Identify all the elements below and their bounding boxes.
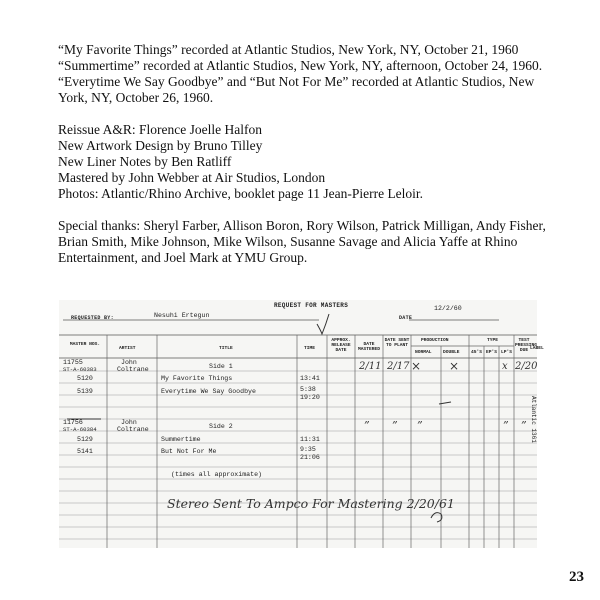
side-total-time: 21:06 [300,454,320,461]
col-eps: EP'S [486,350,498,355]
recording-info [58,42,558,106]
production-line: New Artwork Design by Bruno Tilley [58,138,263,153]
side-label: Side 2 [209,423,233,430]
col-double: DOUBLE [443,350,460,355]
production-line: New Liner Notes by Ben Ratliff [58,154,232,169]
requested-by-label: REQUESTED BY: [71,315,114,321]
ditto-mark: ” [392,419,398,432]
form-title: REQUEST FOR MASTERS [274,302,349,309]
handwritten-test-due: 2/20 [515,361,538,372]
production-line: Mastered by John Webber at Air Studios, London [58,170,326,185]
col-artist: ARTIST [119,346,136,351]
col-master-nos: MASTER NOS. [69,342,101,347]
ditto-mark: ” [503,419,509,432]
col-date-mastered: DATE MASTERED [357,342,381,352]
col-production: PRODUCTION [421,338,449,343]
side-label-note: Atlantic 1361 [530,396,537,443]
track-time: 9:35 [300,446,316,453]
production-credits [58,122,558,202]
col-45s: 45'S [471,350,483,355]
production-line: Reissue A&R: Florence Joelle Halfon [58,122,262,137]
recording-line: “My Favorite Things” recorded at Atlantic Studios, New York, NY, October 21, 1960 [58,42,519,57]
ditto-mark: ” [417,419,423,432]
artist-last: Coltrane [117,366,149,373]
col-lps: LP'S [501,350,513,355]
col-time: TIME [304,346,316,351]
date-label: DATE [399,315,413,321]
master-number: 5139 [77,388,93,395]
handwritten-date-mastered: 2/11 [359,361,382,372]
col-approx-release: APPROX. RELEASE DATE [331,338,351,353]
master-number: 5141 [77,448,93,455]
side-label: Side 1 [209,363,233,370]
master-sub-number: ST-A-60384 [63,426,97,433]
lp-x-mark: x [502,361,508,372]
col-date-sent: DATE SENT TO PLANT [384,338,410,348]
production-line: Photos: Atlantic/Rhino Archive, booklet page 11 Jean-Pierre Leloir. [58,186,424,201]
track-title: But Not For Me [161,448,217,455]
master-number: 11756 [63,419,83,426]
track-title: Summertime [161,436,201,443]
side-total-time: 19:20 [300,394,320,401]
handwritten-date-sent: 2/17 [387,361,410,372]
ditto-mark: ” [364,419,370,432]
track-time: 11:31 [300,436,320,443]
track-title: Everytime We Say Goodbye [161,388,256,395]
col-type: TYPE [487,338,499,343]
recording-line: “Summertime” recorded at Atlantic Studios, New York, NY, afternoon, October 24, 1960. [58,58,543,73]
date-value: 12/2/60 [434,305,462,312]
track-title: My Favorite Things [161,375,233,382]
master-number: 5120 [77,375,93,382]
col-label: LABEL [530,346,544,351]
artist-first: John [121,419,137,426]
x-mark: × [411,359,422,373]
master-sub-number: ST-A-60383 [63,366,97,373]
recording-line: “Everytime We Say Goodbye” and “But Not For Me” recorded at Atlantic Studios, New York, NY, October 26, 1960. [58,74,535,105]
track-time: 13:41 [300,375,320,382]
track-time: 5:38 [300,386,316,393]
credits-text [58,42,558,266]
request-for-masters-form [59,300,544,548]
artist-first: John [121,359,137,366]
col-test-pressing: TEST PRESSING DUE [515,338,538,353]
col-normal: NORMAL [415,350,432,355]
requested-by-value: Nesuhi Ertegun [154,312,210,319]
page-number: 23 [569,569,584,585]
col-title: TITLE [219,346,233,351]
master-number: 11755 [63,359,83,366]
stereo-handwritten-note: Stereo Sent To Ampco For Mastering 2/20/61 [167,496,455,511]
master-number: 5129 [77,436,93,443]
ditto-mark: ” [521,419,527,432]
times-note: (times all approximate) [171,471,263,478]
artist-last: Coltrane [117,426,149,433]
special-thanks: Special thanks: Sheryl Farber, Allison Boron, Rory Wilson, Patrick Milligan, Andy Fisher, Brian Smith, Mike Johnson, Mike Wilson, Susanne Savage and Alicia Yaffe at Rhino Entertainment, and Joel Mark at YMU Group. [58,218,546,265]
x-mark: × [449,359,460,373]
